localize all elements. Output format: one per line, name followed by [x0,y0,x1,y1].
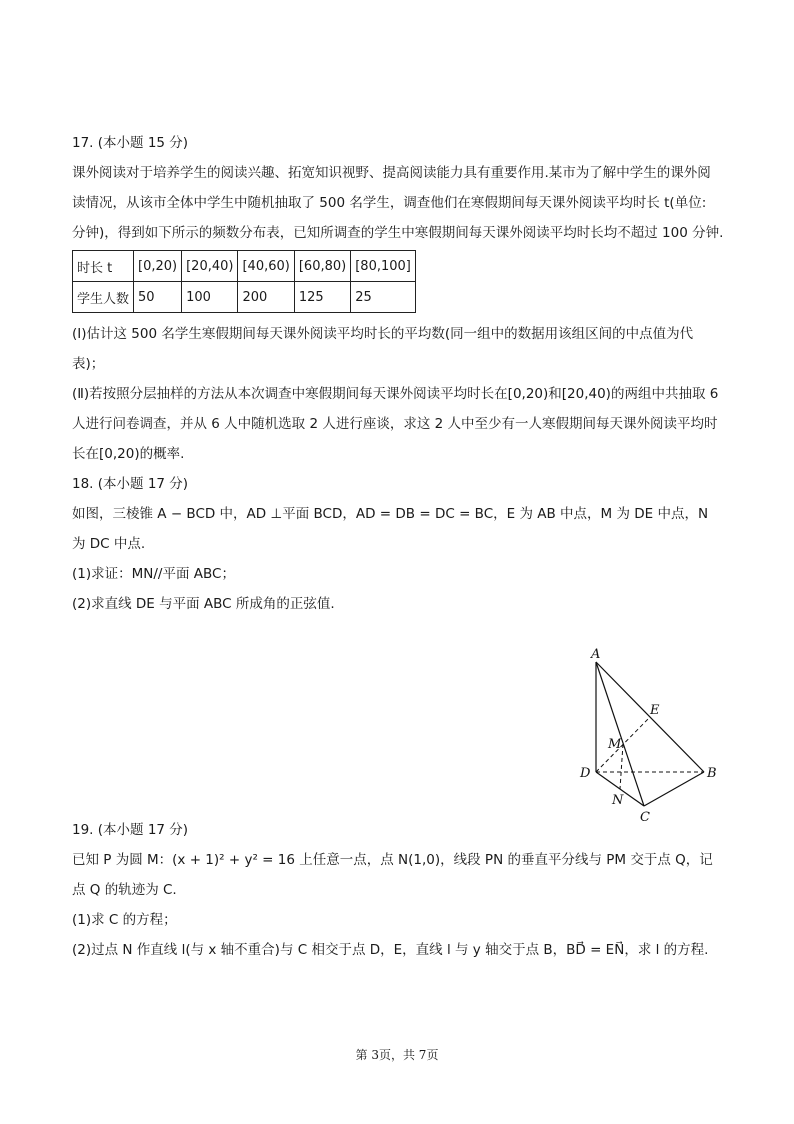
label-c: C [640,810,650,825]
table-cell-count: 200 [238,282,294,313]
label-m: M [608,737,622,752]
table-cell-count: 50 [134,282,182,313]
table-cell-interval: [0,20) [134,251,182,282]
label-n: N [612,793,624,808]
q17-part2: (Ⅱ)若按照分层抽样的方法从本次调查中寒假期间每天课外阅读平均时长在[0,20)和[20,40)的两组中共抽取 6 人进行问卷调查，并从 6 人中随机选取 2 人进行座谈，求这 2 人中至少有一人寒假期间每天课外阅读平均时长在[0,20)的概率. [72,386,719,462]
table-row-duration [73,251,416,282]
table-cell-count: 100 [182,282,238,313]
edge-cb [644,772,704,806]
q18-part2: (2)求直线 DE 与平面 ABC 所成角的正弦值. [72,596,335,612]
label-a: A [591,647,601,662]
q17-part1: (Ⅰ)估计这 500 名学生寒假期间每天课外阅读平均时长的平均数(同一组中的数据用该组区间的中点值为代表)； [72,326,694,372]
q18-intro: 如图，三棱锥 A − BCD 中，AD ⊥平面 BCD，AD = DB = DC = BC，E 为 AB 中点，M 为 DE 中点，N 为 DC 中点. [72,506,709,552]
q19-heading: 19. (本小题 17 分) [72,822,189,838]
table-row-head-duration: 时长 t [73,251,134,282]
table-cell-count: 125 [294,282,350,313]
table-cell-interval: [60,80) [294,251,350,282]
pyramid-figure [578,644,718,828]
q17-intro: 课外阅读对于培养学生的阅读兴趣、拓宽知识视野、提高阅读能力具有重要作用.某市为了解中学生的课外阅读情况，从该市全体中学生中随机抽取了 500 名学生，调查他们在寒假期间每天课外阅读平均时长 t(单位: 分钟)，得到如下所示的频数分布表，已知所调查的学生中寒假期间每天课外阅读平均时长均不超过 100 分钟. [72,165,724,241]
page-footer: 第 3页，共 7页 [355,1048,439,1062]
table-row-count [73,282,416,313]
page-content [72,128,724,965]
label-e: E [650,703,660,718]
q18-part1: (1)求证：MN//平面 ABC； [72,566,235,582]
q18-heading: 18. (本小题 17 分) [72,476,189,492]
table-cell-interval: [80,100] [351,251,416,282]
edge-ac [596,662,644,806]
table-row-head-count: 学生人数 [73,282,134,313]
label-b: B [707,766,717,781]
pyramid-diagram [578,644,718,828]
q19-intro: 已知 P 为圆 M：(x + 1)² + y² = 16 上任意一点，点 N(1,0)，线段 PN 的垂直平分线与 PM 交于点 Q，记点 Q 的轨迹为 C. [72,852,713,898]
table-cell-interval: [40,60) [238,251,294,282]
frequency-table [72,250,416,313]
q17-heading: 17. (本小题 15 分) [72,135,189,151]
table-cell-interval: [20,40) [182,251,238,282]
label-d: D [580,766,591,781]
q19-part1: (1)求 C 的方程； [72,912,177,928]
q19-part2: (2)过点 N 作直线 l(与 x 轴不重合)与 C 相交于点 D，E，直线 l 与 y 轴交于点 B，BD⃗ = EN⃗，求 l 的方程. [72,942,709,958]
table-cell-count: 25 [351,282,416,313]
